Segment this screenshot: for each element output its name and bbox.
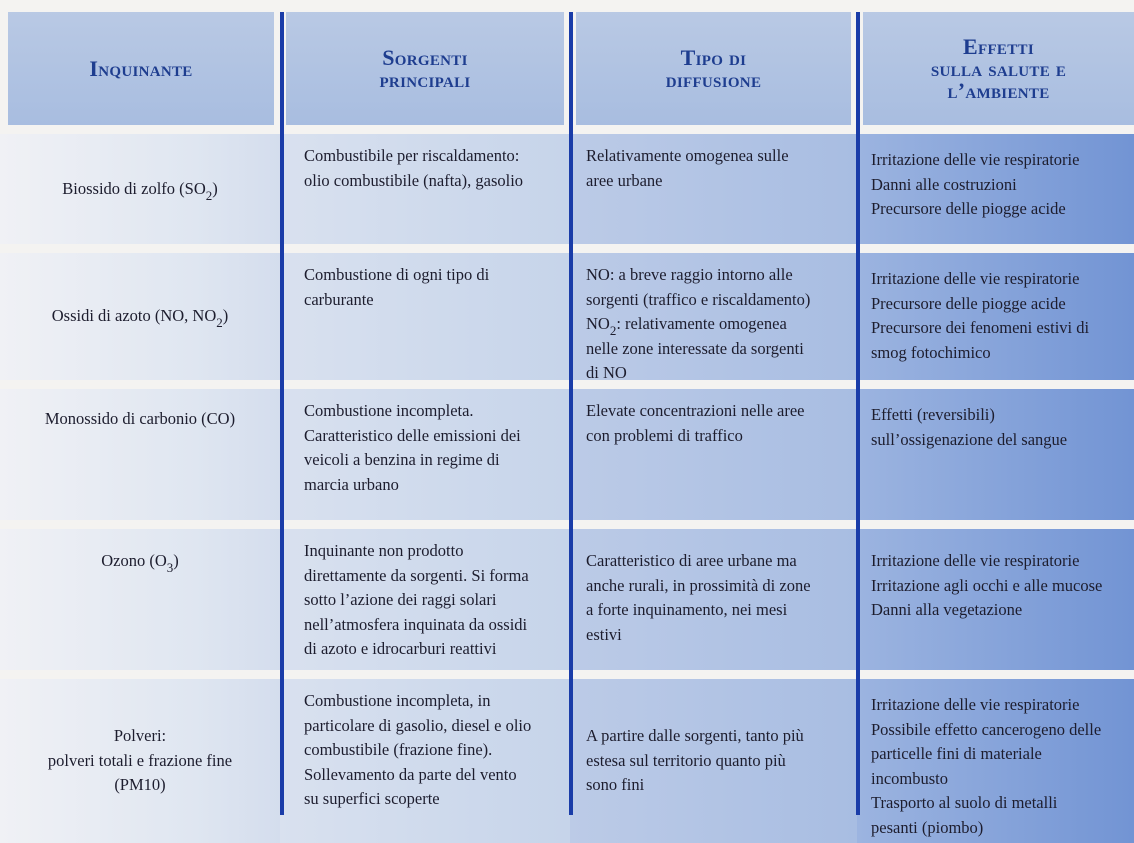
table-row-diffusion — [570, 679, 857, 843]
sources-line: veicoli a benzina in regime di — [304, 450, 500, 469]
sources-line: Combustibile per riscaldamento: — [304, 146, 520, 165]
sources-line: olio combustibile (nafta), gasolio — [304, 170, 524, 190]
diffusion-subscript: 2 — [609, 323, 617, 338]
sources-line: marcia urbano — [304, 474, 399, 494]
pollutant-subscript: 2 — [216, 315, 223, 331]
header-sources-line: Sorgenti — [382, 44, 468, 70]
effects-line: Irritazione delle vie respiratorie — [871, 551, 1080, 570]
table-row-sources — [280, 529, 570, 670]
sources-line: Combustione incompleta. — [304, 401, 474, 420]
diffusion-line: aree urbane — [586, 170, 663, 190]
column-divider — [280, 12, 284, 815]
table-row-sources — [280, 134, 570, 244]
pollutant-text: ) — [212, 178, 218, 198]
sources-line: sotto l’azione dei raggi solari — [304, 590, 497, 609]
diffusion-line: a forte inquinamento, nei mesi — [586, 600, 788, 619]
diffusion-line: Caratteristico di aree urbane ma — [586, 551, 797, 570]
table-row-sources — [280, 253, 570, 380]
sources-line: direttamente da sorgenti. Si forma — [304, 565, 529, 585]
effects-line: Precursore dei fenomeni estivi di — [871, 318, 1090, 337]
effects-line: Precursore delle piogge acide — [871, 293, 1066, 313]
effects-line: smog fotochimico — [871, 342, 991, 362]
table-row-diffusion — [570, 134, 857, 244]
table-row-pollutant — [0, 679, 280, 843]
pollutant-subscript: 3 — [166, 560, 174, 575]
table-row-pollutant — [0, 529, 280, 670]
pollutant-text: Monossido di carbonio (CO) — [44, 409, 236, 428]
table-row-effects — [857, 389, 1134, 520]
sources-line: Combustione di ogni tipo di — [304, 265, 490, 284]
header-effects-line: l’ambiente — [947, 77, 1050, 103]
diffusion-text: : relativamente omogenea — [616, 314, 787, 333]
effects-line: Trasporto al suolo di metalli — [871, 793, 1058, 812]
sources-line: nell’atmosfera inquinata da ossidi — [304, 614, 528, 634]
diffusion-line: estivi — [586, 624, 622, 644]
table-row-pollutant — [0, 253, 280, 380]
header-effects-line: sulla salute e — [930, 55, 1067, 81]
table-row-pollutant — [0, 134, 280, 244]
header-effects — [863, 12, 1134, 125]
sources-line: carburante — [304, 289, 374, 309]
diffusion-line: estesa sul territorio quanto più — [586, 750, 786, 770]
table-row-effects — [857, 134, 1134, 244]
pollutant-subscript: 2 — [205, 187, 213, 203]
table-row-effects — [857, 253, 1134, 380]
effects-line: Effetti (reversibili) — [871, 405, 995, 424]
table-row-effects — [857, 529, 1134, 670]
column-divider — [856, 12, 860, 815]
sources-line: Combustione incompleta, in — [304, 691, 491, 710]
effects-line: Danni alla vegetazione — [871, 600, 1023, 619]
table-row-diffusion — [570, 389, 857, 520]
effects-line: incombusto — [871, 768, 948, 788]
diffusion-line: A partire dalle sorgenti, tanto più — [586, 726, 804, 746]
pollutant-text: Ossidi di azoto (NO, NO — [51, 306, 217, 326]
header-diffusion — [576, 12, 851, 125]
sources-line: di azoto e idrocarburi reattivi — [304, 639, 497, 658]
diffusion-line: NO: a breve raggio intorno alle — [586, 265, 793, 284]
pollutant-text: ) — [173, 551, 179, 570]
column-divider — [569, 12, 573, 815]
effects-line: Danni alle costruzioni — [871, 174, 1017, 194]
pollutant-text: ) — [222, 306, 229, 326]
diffusion-line: con problemi di traffico — [586, 425, 743, 445]
header-sources-line: principali — [379, 66, 471, 92]
header-sources — [286, 12, 564, 125]
sources-line: Sollevamento da parte del vento — [304, 764, 517, 784]
sources-line: Inquinante non prodotto — [304, 541, 464, 560]
header-diffusion-line: Tipo di — [680, 44, 747, 70]
pollutant-text: Ozono (O — [101, 551, 167, 570]
effects-line: Irritazione delle vie respiratorie — [871, 695, 1080, 714]
sources-line: particolare di gasolio, diesel e olio — [304, 715, 532, 735]
header-pollutant-line: Inquinante — [89, 55, 193, 81]
diffusion-text: NO — [586, 314, 610, 333]
sources-line: combustibile (frazione fine). — [304, 740, 493, 759]
header-diffusion-line: diffusione — [665, 66, 762, 92]
effects-line: Irritazione agli occhi e alle mucose — [871, 575, 1103, 595]
sources-line: su superfici scoperte — [304, 789, 440, 808]
table-row-effects — [857, 679, 1134, 843]
effects-line: Precursore delle piogge acide — [871, 199, 1066, 218]
table-row-sources — [280, 679, 570, 843]
table-row-pollutant — [0, 389, 280, 520]
pollutant-text: Polveri: — [113, 726, 167, 746]
diffusion-line: nelle zone interessate da sorgenti — [586, 338, 804, 358]
diffusion-line: anche rurali, in prossimità di zone — [586, 575, 811, 595]
diffusion-line: Elevate concentrazioni nelle aree — [586, 401, 805, 420]
diffusion-line: sono fini — [586, 775, 645, 795]
table-row-sources — [280, 389, 570, 520]
pollutant-text: Biossido di zolfo (SO — [62, 178, 206, 198]
effects-line: Irritazione delle vie respiratorie — [871, 150, 1080, 169]
effects-line: pesanti (piombo) — [871, 817, 984, 837]
table-row-diffusion — [570, 529, 857, 670]
diffusion-line — [586, 312, 847, 337]
pollutant-text: polveri totali e frazione fine — [47, 750, 233, 770]
header-pollutant — [8, 12, 274, 125]
table-row-diffusion — [570, 253, 857, 380]
effects-line: particelle fini di materiale — [871, 744, 1042, 763]
sources-line: Caratteristico delle emissioni dei — [304, 425, 521, 445]
effects-line: Possibile effetto cancerogeno delle — [871, 719, 1102, 739]
effects-line: sull’ossigenazione del sangue — [871, 429, 1068, 449]
diffusion-line: sorgenti (traffico e riscaldamento) — [586, 289, 811, 309]
diffusion-line: Relativamente omogenea sulle — [586, 146, 789, 165]
effects-line: Irritazione delle vie respiratorie — [871, 269, 1080, 288]
diffusion-line: di NO — [586, 363, 627, 382]
header-effects-line: Effetti — [963, 33, 1034, 59]
pollutant-text: (PM10) — [114, 775, 166, 795]
